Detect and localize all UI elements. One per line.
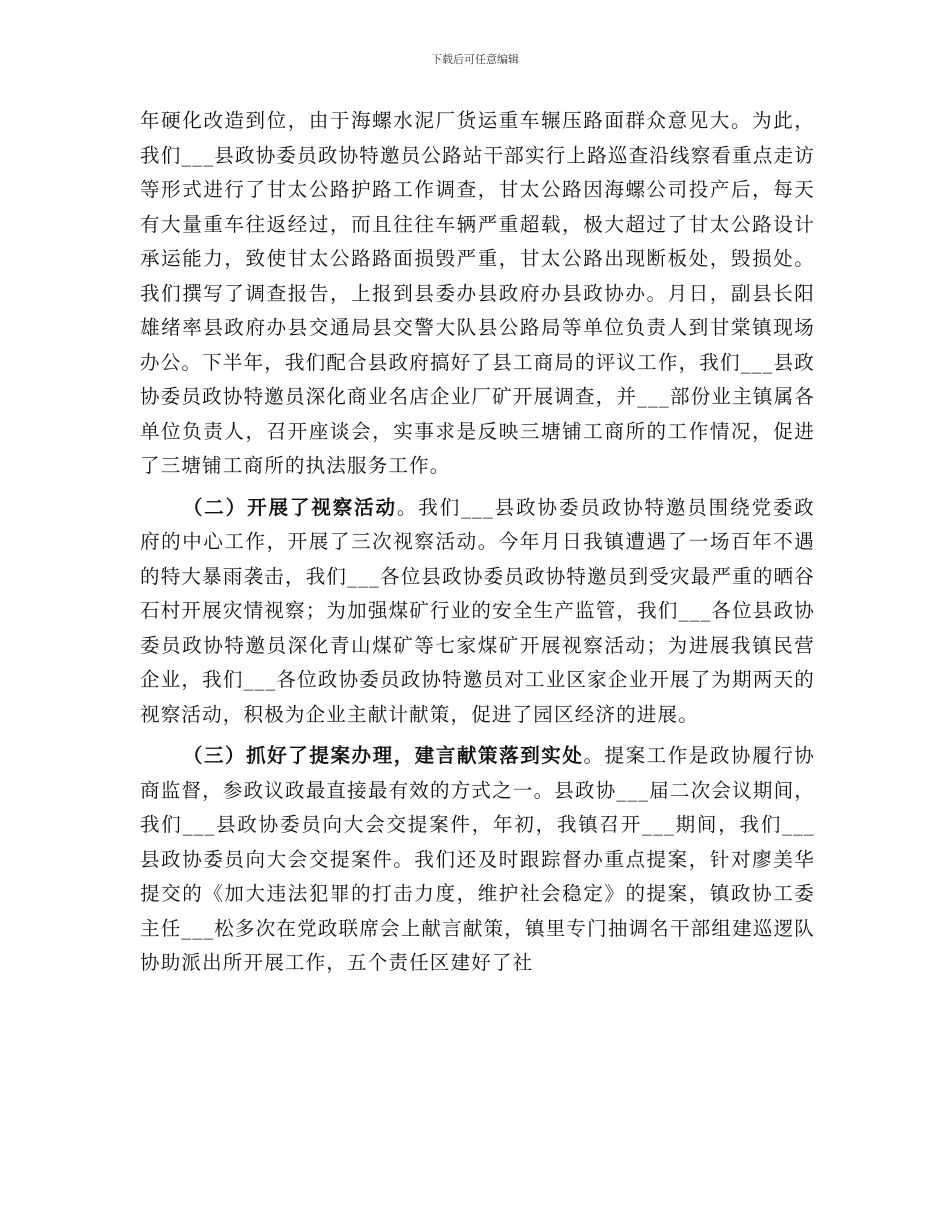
section-heading-proposals: （三）抓好了提案办理，建言献策落到实处 [182, 744, 584, 767]
section-heading-inspection: （二）开展了视察活动 [182, 495, 397, 519]
paragraph-1: 年硬化改造到位，由于海螺水泥厂货运重车辗压路面群众意见大。为此，我们___县政协委员政协特邀员公路站干部实行上路巡查沿线察看重点走访等形式进行了甘太公路护路工作调查，甘太公路因海螺公司投产后，每天有大量重车往返经过，而且往往车辆严重超载，极大超过了甘太公路设计承运能力，致使甘太公路路面损毁严重，甘太公路出现断板处，毁损处。我们撰写了调查报告，上报到县委办县政府办县政协办。月日，副县长阳雄绪率县政府办县交通局县交警大队县公路局等单位负责人到甘棠镇现场办公。下半年，我们配合县政府搞好了县工商局的评议工作，我们___县政协委员政协特邀员深化商业名店企业厂矿开展调查，并___部份业主镇属各单位负责人，召开座谈会，实事求是反映三塘铺工商所的工作情况，促进了三塘铺工商所的执法服务工作。 [140, 109, 815, 477]
page-header-note: 下载后可任意编辑 [431, 53, 519, 66]
paragraph-2-body: 。我们___县政协委员政协特邀员围绕党委政府的中心工作，开展了三次视察活动。今年月日我镇遭遇了一场百年不遇的特大暴雨袭击，我们___各位县政协委员政协特邀员到受灾最严重的晒谷石村开展灾情视察；为加强煤矿行业的安全生产监管，我们___各位县政协委员政协特邀员深化青山煤矿等七家煤矿开展视察活动；为进展我镇民营企业，我们___各位政协委员政协特邀员对工业区家企业开展了为期两天的视察活动，积极为企业主献计献策，促进了园区经济的进展。 [140, 495, 815, 726]
document-body [140, 104, 815, 988]
paragraph-3 [140, 739, 815, 981]
paragraph-2 [140, 491, 815, 733]
paragraph-3-body: 。提案工作是政协履行协商监督，参政议政最直接最有效的方式之一。县政协___届二次会议期间，我们___县政协委员向大会交提案件，年初，我镇召开___期间，我们___县政协委员向大会交提案件。我们还及时跟踪督办重点提案，针对廖美华提交的《加大违法犯罪的打击力度，维护社会稳定》的提案，镇政协工委主任___松多次在党政联席会上献言献策，镇里专门抽调名干部组建巡逻队协助派出所开展工作，五个责任区建好了社 [140, 744, 815, 974]
